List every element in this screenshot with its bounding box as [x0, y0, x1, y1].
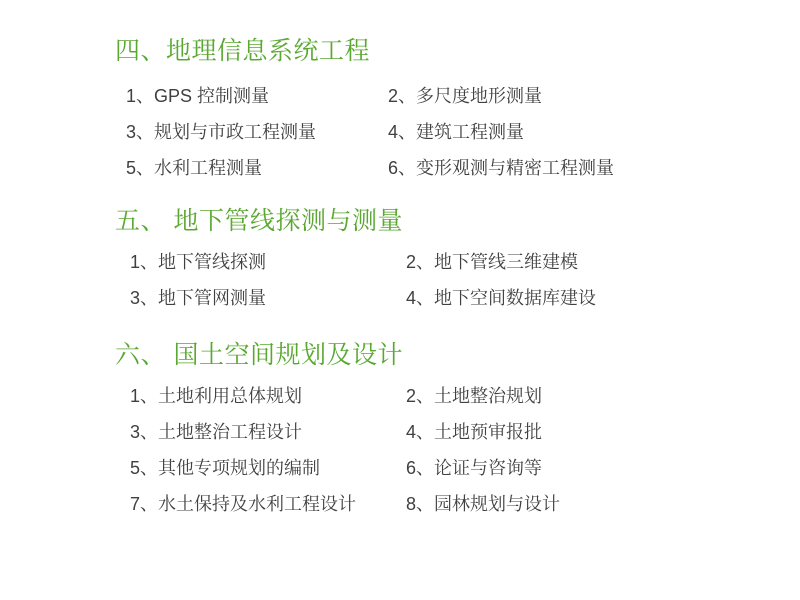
section-geographic-information-system — [40, 34, 760, 186]
list-row — [126, 150, 760, 186]
section-item-list — [130, 244, 760, 316]
section-title: 六、 国土空间规划及设计 — [115, 341, 403, 369]
section-item-list — [130, 378, 760, 522]
list-item: 2、土地整治规划 — [406, 386, 543, 406]
list-item: 4、地下空间数据库建设 — [406, 288, 597, 308]
list-item: 3、规划与市政工程测量 — [126, 122, 317, 142]
list-item: 8、园林规划与设计 — [406, 494, 561, 514]
list-item: 1、地下管线探测 — [130, 252, 267, 272]
list-row — [130, 378, 760, 414]
section-title: 五、 地下管线探测与测量 — [115, 207, 403, 235]
list-item: 4、建筑工程测量 — [388, 122, 525, 142]
list-item: 4、土地预审报批 — [406, 422, 543, 442]
list-item: 2、地下管线三维建模 — [406, 252, 579, 272]
list-row — [126, 114, 760, 150]
section-underground-pipeline-survey — [40, 204, 760, 316]
list-item: 2、多尺度地形测量 — [388, 86, 543, 106]
list-row — [130, 450, 760, 486]
list-item: 6、论证与咨询等 — [406, 458, 543, 478]
list-item: 5、水利工程测量 — [126, 158, 263, 178]
list-item: 1、GPS 控制测量 — [126, 86, 270, 106]
section-item-list — [126, 78, 760, 186]
section-territorial-spatial-planning — [40, 338, 760, 522]
list-row — [130, 486, 760, 522]
list-item: 7、水土保持及水利工程设计 — [130, 494, 357, 514]
section-title: 四、地理信息系统工程 — [115, 37, 371, 65]
list-item: 1、土地利用总体规划 — [130, 386, 303, 406]
list-item: 3、土地整治工程设计 — [130, 422, 303, 442]
list-item: 6、变形观测与精密工程测量 — [388, 158, 615, 178]
list-row — [130, 280, 760, 316]
list-item: 3、地下管网测量 — [130, 288, 267, 308]
list-row — [130, 244, 760, 280]
list-item: 5、其他专项规划的编制 — [130, 458, 321, 478]
list-row — [126, 78, 760, 114]
list-row — [130, 414, 760, 450]
